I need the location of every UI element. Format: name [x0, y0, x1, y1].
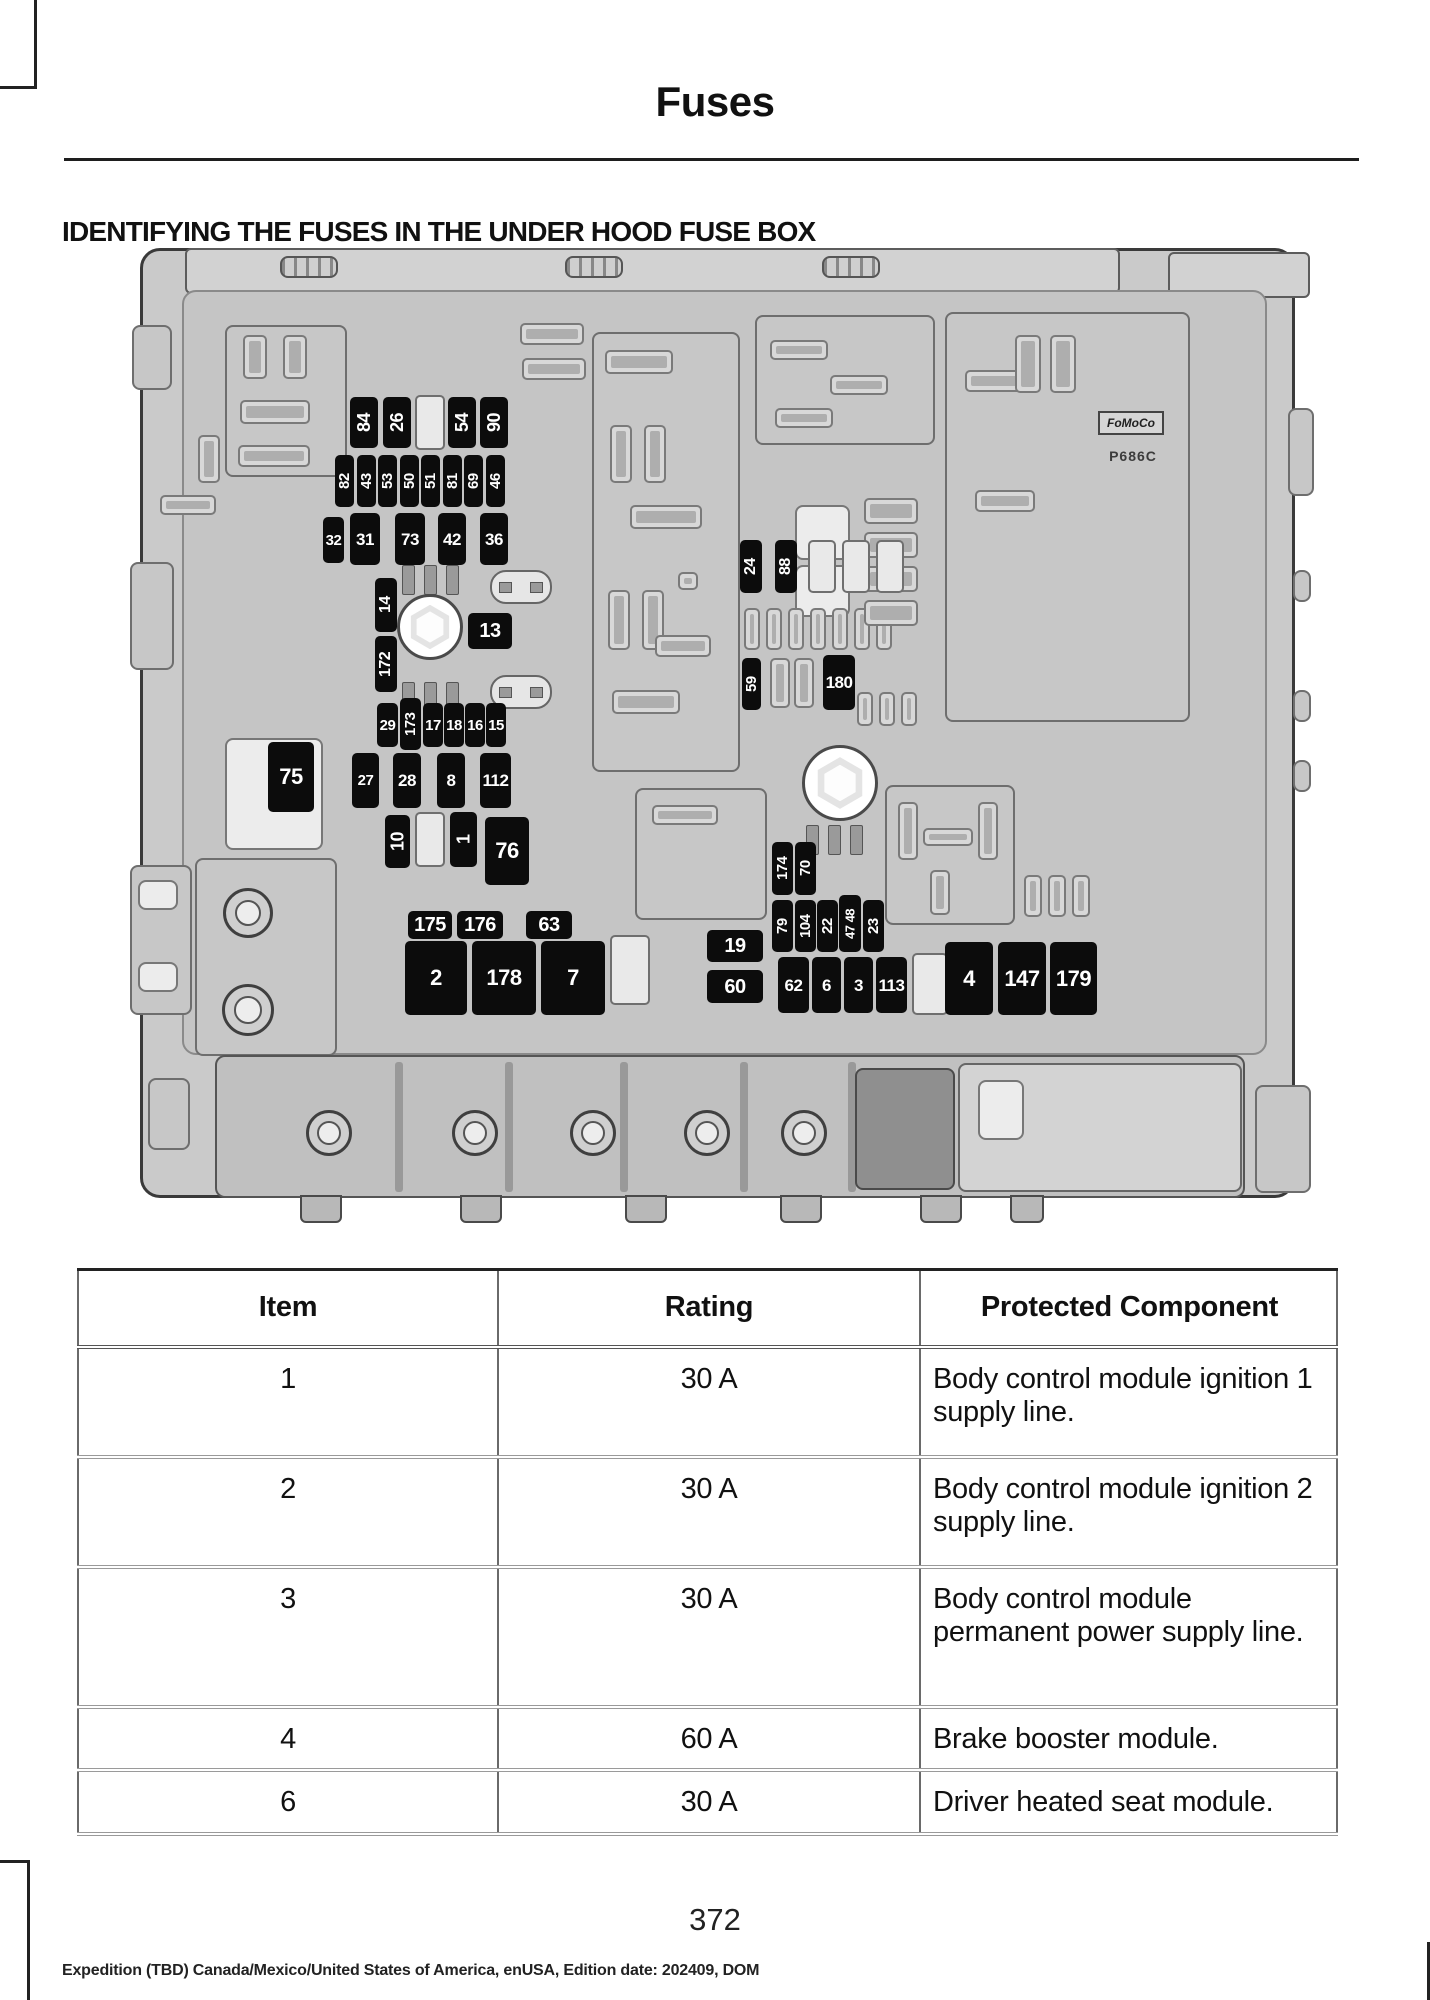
hex-stud — [397, 594, 463, 660]
connector-slot — [652, 805, 718, 825]
connector-slot — [630, 505, 702, 529]
connector-slot — [522, 358, 586, 380]
empty-fuse-slot — [808, 540, 836, 593]
fuse-59: 59 — [742, 658, 761, 710]
fuse-27: 27 — [352, 753, 379, 808]
housing-panel — [280, 256, 338, 278]
fuse-88: 88 — [775, 540, 797, 593]
fuse-15: 15 — [486, 703, 506, 747]
fuse-18: 18 — [444, 703, 464, 747]
fuse-76: 76 — [485, 817, 529, 885]
housing-panel — [625, 1195, 667, 1223]
fuse-24: 24 — [740, 540, 762, 593]
connector-slot — [978, 802, 998, 860]
housing-panel — [395, 1062, 403, 1192]
fuse-26: 26 — [383, 397, 411, 448]
fuse-32: 32 — [323, 517, 344, 563]
connector-slot — [160, 495, 216, 515]
terminal-prong — [446, 565, 459, 595]
cell-rating: 30 A — [498, 1457, 920, 1567]
cell-rating: 30 A — [498, 1567, 920, 1707]
housing-panel — [1293, 760, 1311, 792]
connector-slot — [198, 435, 220, 483]
empty-fuse-slot — [415, 812, 445, 867]
column-header-rating: Rating — [498, 1270, 920, 1347]
mounting-bolt — [684, 1110, 730, 1156]
fuse-7: 7 — [541, 941, 605, 1015]
fuse-81: 81 — [443, 455, 462, 507]
connector-slot — [975, 490, 1035, 512]
fuse-3: 3 — [844, 957, 873, 1013]
housing-panel — [1293, 690, 1311, 722]
housing-panel — [620, 1062, 628, 1192]
housing-panel — [130, 562, 174, 670]
housing-panel — [822, 256, 880, 278]
mounting-bolt — [306, 1110, 352, 1156]
connector-slot — [520, 323, 584, 345]
footer-text: Expedition (TBD) Canada/Mexico/United States of America, enUSA, Edition date: 202409, DOM — [62, 1962, 760, 1979]
fuse-73: 73 — [395, 513, 425, 565]
fuse-2: 2 — [405, 941, 467, 1015]
cell-component: Body control module permanent power supply line. — [920, 1567, 1337, 1707]
page-number: 372 — [689, 1902, 741, 1937]
table-row — [78, 1567, 1337, 1707]
connector-slot — [605, 350, 673, 374]
housing-panel — [1293, 570, 1311, 602]
cell-rating: 30 A — [498, 1347, 920, 1457]
connector-slot — [283, 335, 307, 379]
connector-slot — [879, 692, 895, 726]
connector-slot — [1015, 335, 1041, 393]
fuse-147: 147 — [998, 942, 1046, 1015]
terminal-prong — [402, 565, 415, 595]
housing-panel — [460, 1195, 502, 1223]
cell-component: Brake booster module. — [920, 1707, 1337, 1771]
table-row — [78, 1347, 1337, 1457]
connector-slot — [243, 335, 267, 379]
part-code-label: P686C — [1109, 448, 1157, 464]
column-header-item: Item — [78, 1270, 498, 1347]
fuse-table-header — [78, 1270, 1337, 1347]
connector-slot — [923, 828, 973, 846]
cell-item: 1 — [78, 1347, 498, 1457]
fuse-10: 10 — [385, 815, 410, 868]
fuse-104: 104 — [795, 900, 816, 952]
connector-slot — [898, 802, 918, 860]
connector-slot — [744, 608, 760, 650]
fuse-8: 8 — [437, 753, 465, 808]
connector-slot — [794, 658, 814, 708]
terminal-prong — [850, 825, 863, 855]
mounting-bolt — [222, 984, 274, 1036]
fuse-112: 112 — [480, 753, 511, 808]
fuse-36: 36 — [480, 513, 508, 565]
connector-slot — [788, 608, 804, 650]
mounting-bolt — [452, 1110, 498, 1156]
connector-slot — [238, 445, 310, 467]
connector-slot — [608, 590, 630, 650]
cell-rating: 30 A — [498, 1770, 920, 1834]
housing-panel — [1255, 1085, 1311, 1193]
connector-slot — [766, 608, 782, 650]
fuse-176: 176 — [457, 911, 503, 939]
cell-rating: 60 A — [498, 1707, 920, 1771]
fuse-84: 84 — [350, 397, 378, 448]
housing-panel — [1288, 408, 1314, 496]
cell-item: 2 — [78, 1457, 498, 1567]
terminal-prong — [424, 565, 437, 595]
fuse-42: 42 — [438, 513, 466, 565]
housing-panel — [148, 1078, 190, 1150]
fuse-70: 70 — [795, 842, 816, 895]
connector-slot — [770, 658, 790, 708]
fuse-47-48: 47 48 — [839, 895, 861, 952]
fuse-90: 90 — [480, 397, 508, 448]
title-divider — [64, 158, 1359, 161]
fuse-table-body — [78, 1347, 1337, 1834]
mounting-bolt — [223, 888, 273, 938]
page-corner-mark — [0, 0, 37, 89]
fuse-174: 174 — [772, 842, 793, 895]
fuse-173: 173 — [400, 698, 421, 750]
fuse-puller-slot — [490, 570, 552, 604]
connector-slot — [775, 408, 833, 428]
empty-fuse-slot — [876, 540, 904, 593]
mounting-bolt — [781, 1110, 827, 1156]
connector-slot — [810, 608, 826, 650]
fuse-113: 113 — [876, 957, 907, 1013]
connector-slot — [930, 870, 950, 915]
fuse-19: 19 — [707, 930, 763, 962]
table-row — [78, 1457, 1337, 1567]
connector-slot — [644, 425, 666, 483]
housing-panel — [300, 1195, 342, 1223]
fuse-46: 46 — [486, 455, 505, 507]
fuse-14: 14 — [375, 578, 397, 632]
housing-panel — [138, 880, 178, 910]
fuse-6: 6 — [812, 957, 841, 1013]
column-header-protected-component: Protected Component — [920, 1270, 1337, 1347]
page-title: Fuses — [655, 78, 775, 125]
connector-slot — [1024, 875, 1042, 917]
connector-slot — [610, 425, 632, 483]
connector-slot — [612, 690, 680, 714]
terminal-prong — [828, 825, 841, 855]
fuse-60: 60 — [707, 970, 763, 1003]
connector-slot — [1048, 875, 1066, 917]
fuse-54: 54 — [448, 397, 476, 448]
cell-item: 6 — [78, 1770, 498, 1834]
fuse-4: 4 — [945, 942, 993, 1015]
housing-panel — [505, 1062, 513, 1192]
fuse-50: 50 — [400, 455, 419, 507]
connector-slot — [770, 340, 828, 360]
fuse-51: 51 — [421, 455, 440, 507]
connector-slot — [1072, 875, 1090, 917]
empty-fuse-slot — [415, 395, 445, 450]
fuse-62: 62 — [778, 957, 809, 1013]
housing-panel — [1010, 1195, 1044, 1223]
cell-item: 4 — [78, 1707, 498, 1771]
fuse-79: 79 — [772, 900, 793, 952]
fuse-53: 53 — [378, 455, 397, 507]
connector-slot — [678, 572, 698, 590]
connector-slot — [655, 635, 711, 657]
connector-slot — [1050, 335, 1076, 393]
table-row — [78, 1770, 1337, 1834]
fuse-63: 63 — [526, 911, 572, 939]
housing-panel — [138, 962, 178, 992]
fuse-175: 175 — [408, 911, 452, 939]
fuse-table — [77, 1268, 1338, 1836]
housing-panel — [740, 1062, 748, 1192]
section-heading: IDENTIFYING THE FUSES IN THE UNDER HOOD FUSE BOX — [62, 216, 816, 247]
cell-component: Body control module ignition 1 supply line. — [920, 1347, 1337, 1457]
connector-slot — [864, 498, 918, 524]
fuse-172: 172 — [375, 636, 397, 692]
housing-panel — [855, 1068, 955, 1190]
connector-slot — [857, 692, 873, 726]
cell-component: Driver heated seat module. — [920, 1770, 1337, 1834]
empty-fuse-slot — [610, 935, 650, 1005]
connector-slot — [240, 400, 310, 424]
fuse-1: 1 — [450, 812, 477, 867]
table-row — [78, 1707, 1337, 1771]
fuse-22: 22 — [817, 900, 838, 952]
cell-item: 3 — [78, 1567, 498, 1707]
cell-component: Body control module ignition 2 supply line. — [920, 1457, 1337, 1567]
fuse-17: 17 — [423, 703, 443, 747]
mounting-bolt — [570, 1110, 616, 1156]
housing-panel — [920, 1195, 962, 1223]
connector-slot — [864, 600, 918, 626]
housing-panel — [565, 256, 623, 278]
housing-panel — [132, 325, 172, 390]
fuse-29: 29 — [377, 703, 398, 747]
empty-fuse-slot — [912, 953, 948, 1015]
hex-stud — [802, 745, 878, 821]
fuse-69: 69 — [464, 455, 483, 507]
housing-panel — [780, 1195, 822, 1223]
fuse-43: 43 — [357, 455, 376, 507]
connector-slot — [832, 608, 848, 650]
fuse-box-diagram — [130, 240, 1315, 1225]
empty-fuse-slot — [842, 540, 870, 593]
connector-slot — [830, 375, 888, 395]
fuse-28: 28 — [393, 753, 421, 808]
connector-slot — [901, 692, 917, 726]
fuse-82: 82 — [335, 455, 354, 507]
fuse-75: 75 — [268, 742, 314, 812]
housing-panel — [978, 1080, 1024, 1140]
fuse-179: 179 — [1050, 942, 1097, 1015]
fomoco-logo: FoMoCo — [1098, 411, 1164, 435]
fuse-16: 16 — [465, 703, 485, 747]
fuse-23: 23 — [863, 900, 884, 952]
fuse-13: 13 — [468, 613, 512, 649]
fuse-180: 180 — [823, 655, 855, 710]
fuse-31: 31 — [350, 513, 380, 565]
fuse-178: 178 — [472, 941, 536, 1015]
